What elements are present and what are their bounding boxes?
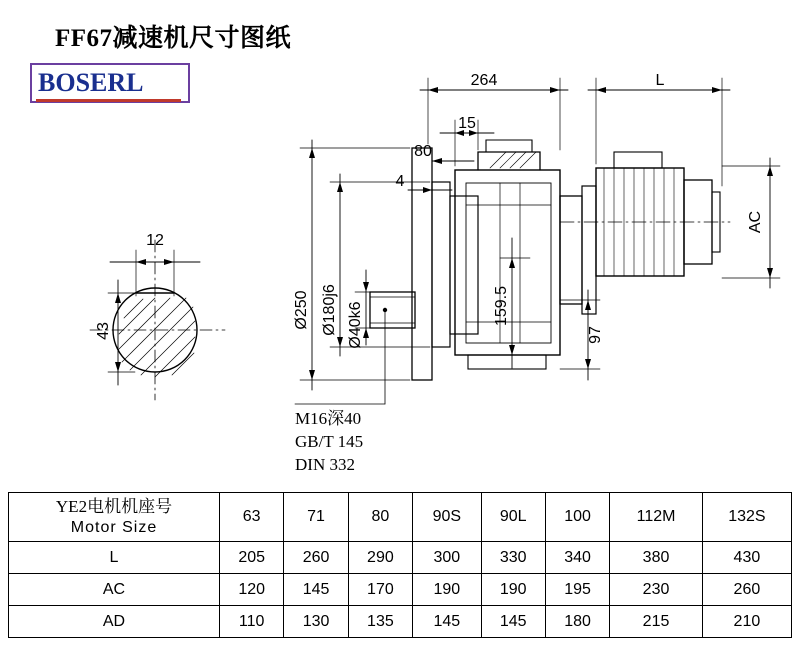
dim-AC: AC xyxy=(747,210,764,234)
table-header-size: 71 xyxy=(284,493,348,542)
cell-value: 120 xyxy=(220,574,284,606)
dim-shaft-key-width: 12 xyxy=(146,232,164,249)
dim-shaft-diameter-43: 43 xyxy=(95,322,112,340)
cell-value: 230 xyxy=(610,574,703,606)
dim-97: 97 xyxy=(587,326,604,344)
cell-value: 145 xyxy=(413,606,481,638)
dim-80: 80 xyxy=(414,143,432,160)
page-title: FF67减速机尺寸图纸 xyxy=(55,25,292,52)
dim-flange-250: Ø250 xyxy=(293,290,310,330)
cell-value: 130 xyxy=(284,606,348,638)
cell-value: 170 xyxy=(348,574,412,606)
row-label: L xyxy=(9,542,220,574)
cell-value: 190 xyxy=(413,574,481,606)
cell-value: 195 xyxy=(545,574,609,606)
table-header-row xyxy=(9,493,792,542)
row-label: AD xyxy=(9,606,220,638)
dim-motor-length-L: L xyxy=(655,72,665,89)
note-din-332: DIN 332 xyxy=(295,455,355,474)
cell-value: 205 xyxy=(220,542,284,574)
note-gbt-145: GB/T 145 xyxy=(295,432,364,451)
cell-value: 290 xyxy=(348,542,412,574)
dim-264: 264 xyxy=(470,72,498,89)
note-thread-depth: M16深40 xyxy=(295,409,362,428)
cell-value: 145 xyxy=(481,606,545,638)
cell-value: 330 xyxy=(481,542,545,574)
table-header-size: 100 xyxy=(545,493,609,542)
cell-value: 300 xyxy=(413,542,481,574)
logo-text: BOSERL xyxy=(38,68,144,97)
dim-159-5: 159.5 xyxy=(493,285,510,327)
table-row xyxy=(9,542,792,574)
table-header-size: 80 xyxy=(348,493,412,542)
table-header-motor-size xyxy=(9,493,220,542)
cell-value: 260 xyxy=(284,542,348,574)
cell-value: 260 xyxy=(702,574,791,606)
dim-flange-180: Ø180j6 xyxy=(321,284,338,336)
dim-15: 15 xyxy=(458,115,476,132)
table-row xyxy=(9,574,792,606)
cell-value: 210 xyxy=(702,606,791,638)
table-header-en: Motor Size xyxy=(70,518,158,536)
dim-4: 4 xyxy=(395,173,405,190)
cell-value: 190 xyxy=(481,574,545,606)
cell-value: 430 xyxy=(702,542,791,574)
table-header-cn: YE2电机机座号 xyxy=(55,496,173,516)
cell-value: 215 xyxy=(610,606,703,638)
cell-value: 145 xyxy=(284,574,348,606)
cell-value: 180 xyxy=(545,606,609,638)
table-header-size: 63 xyxy=(220,493,284,542)
cell-value: 380 xyxy=(610,542,703,574)
cell-value: 110 xyxy=(220,606,284,638)
table-header-size: 132S xyxy=(702,493,791,542)
row-label: AC xyxy=(9,574,220,606)
table-header-size: 90L xyxy=(481,493,545,542)
table-row xyxy=(9,606,792,638)
table-header-size: 112M xyxy=(610,493,703,542)
cell-value: 340 xyxy=(545,542,609,574)
dim-shaft-40: Ø40k6 xyxy=(347,301,364,349)
motor-size-table xyxy=(8,492,792,638)
cell-value: 135 xyxy=(348,606,412,638)
table-header-size: 90S xyxy=(413,493,481,542)
